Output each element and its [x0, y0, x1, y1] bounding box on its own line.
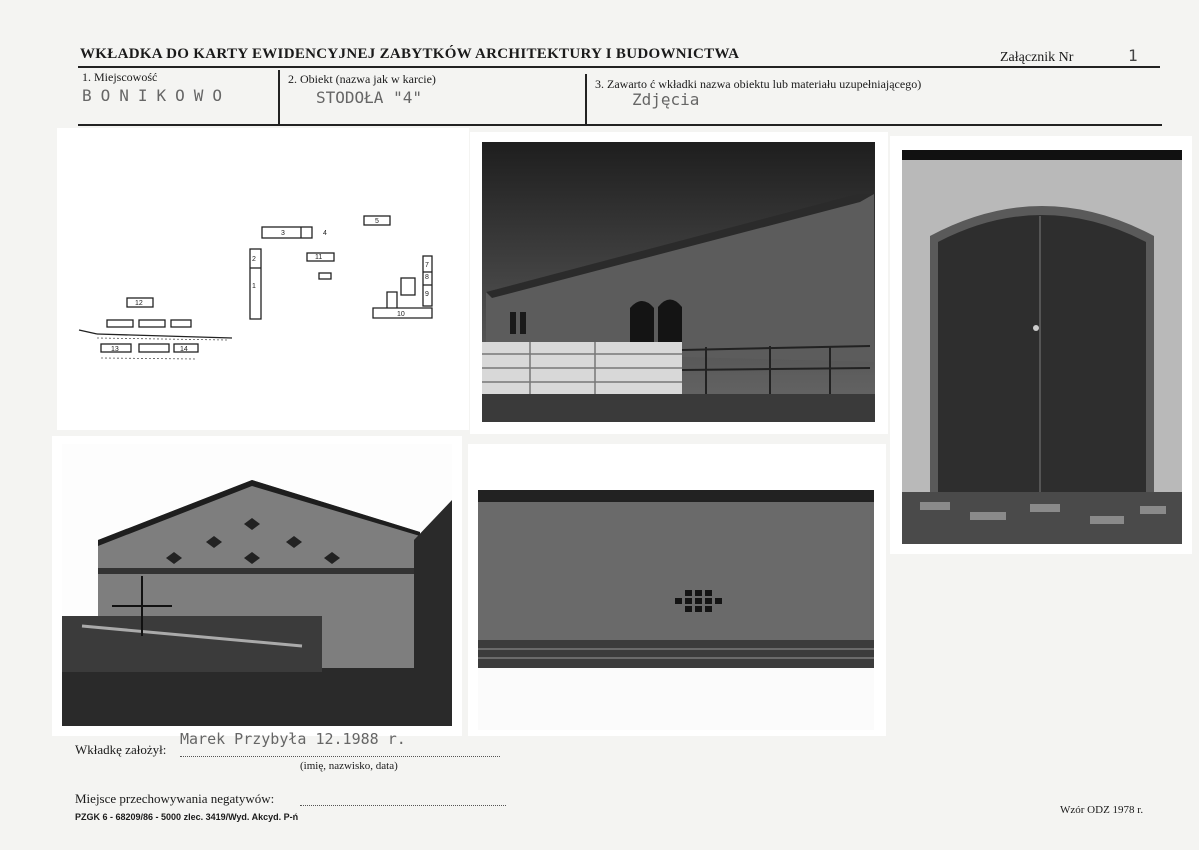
photo-barn-side — [470, 132, 888, 434]
author-line — [180, 756, 500, 757]
field-1-value: BONIKOWO — [82, 86, 232, 105]
svg-text:5: 5 — [375, 218, 379, 225]
site-plan-sketch — [57, 128, 469, 430]
form-pattern: Wzór ODZ 1978 r. — [1060, 804, 1144, 816]
field-2-value: STODOŁA "4" — [316, 88, 422, 107]
photo-barn-gable — [52, 436, 462, 736]
author-label: Wkładkę założył: — [75, 742, 167, 757]
negatives-line — [300, 805, 506, 806]
svg-text:1: 1 — [252, 283, 256, 290]
field-divider-2 — [585, 74, 587, 126]
annex-number: 1 — [1128, 46, 1138, 65]
negatives-label: Miejsce przechowywania negatywów: — [75, 791, 275, 806]
plan-building-annex — [401, 278, 415, 295]
author-value: Marek Przybyła 12.1988 r. — [180, 730, 406, 748]
svg-text:14: 14 — [180, 346, 188, 353]
photo-barn-gate — [890, 136, 1192, 554]
field-3-label: 3. Zawarto ć wkładki nazwa obiektu lub materiału uzupełniającego) — [595, 77, 922, 91]
svg-text:13: 13 — [111, 346, 119, 353]
annex-label: Załącznik Nr — [1000, 50, 1074, 65]
author-hint: (imię, nazwisko, data) — [300, 760, 398, 772]
svg-text:8: 8 — [425, 274, 429, 281]
print-info: PZGK 6 - 68209/86 - 5000 zlec. 3419/Wyd. Akcyd. P-ń — [75, 812, 299, 822]
plan-building-small — [319, 273, 331, 279]
header-rule — [78, 66, 1160, 68]
svg-text:2: 2 — [252, 256, 256, 263]
field-1-label: 1. Miejscowość — [82, 70, 158, 84]
fields-rule — [78, 124, 1162, 126]
svg-text:11: 11 — [315, 254, 323, 261]
field-3-value: Zdjęcia — [632, 90, 700, 109]
svg-text:10: 10 — [397, 311, 405, 318]
svg-text:7: 7 — [425, 262, 429, 269]
svg-text:4: 4 — [323, 230, 327, 237]
svg-text:3: 3 — [281, 230, 285, 237]
form-title: WKŁADKA DO KARTY EWIDENCYJNEJ ZABYTKÓW ARCHITEKTURY I BUDOWNICTWA — [80, 46, 740, 62]
field-2-label: 2. Obiekt (nazwa jak w karcie) — [288, 72, 436, 86]
photo-vent-detail — [468, 444, 886, 736]
field-divider-1 — [278, 70, 280, 124]
svg-text:9: 9 — [425, 291, 429, 298]
svg-text:12: 12 — [135, 300, 143, 307]
plan-building-3-4 — [262, 227, 312, 238]
